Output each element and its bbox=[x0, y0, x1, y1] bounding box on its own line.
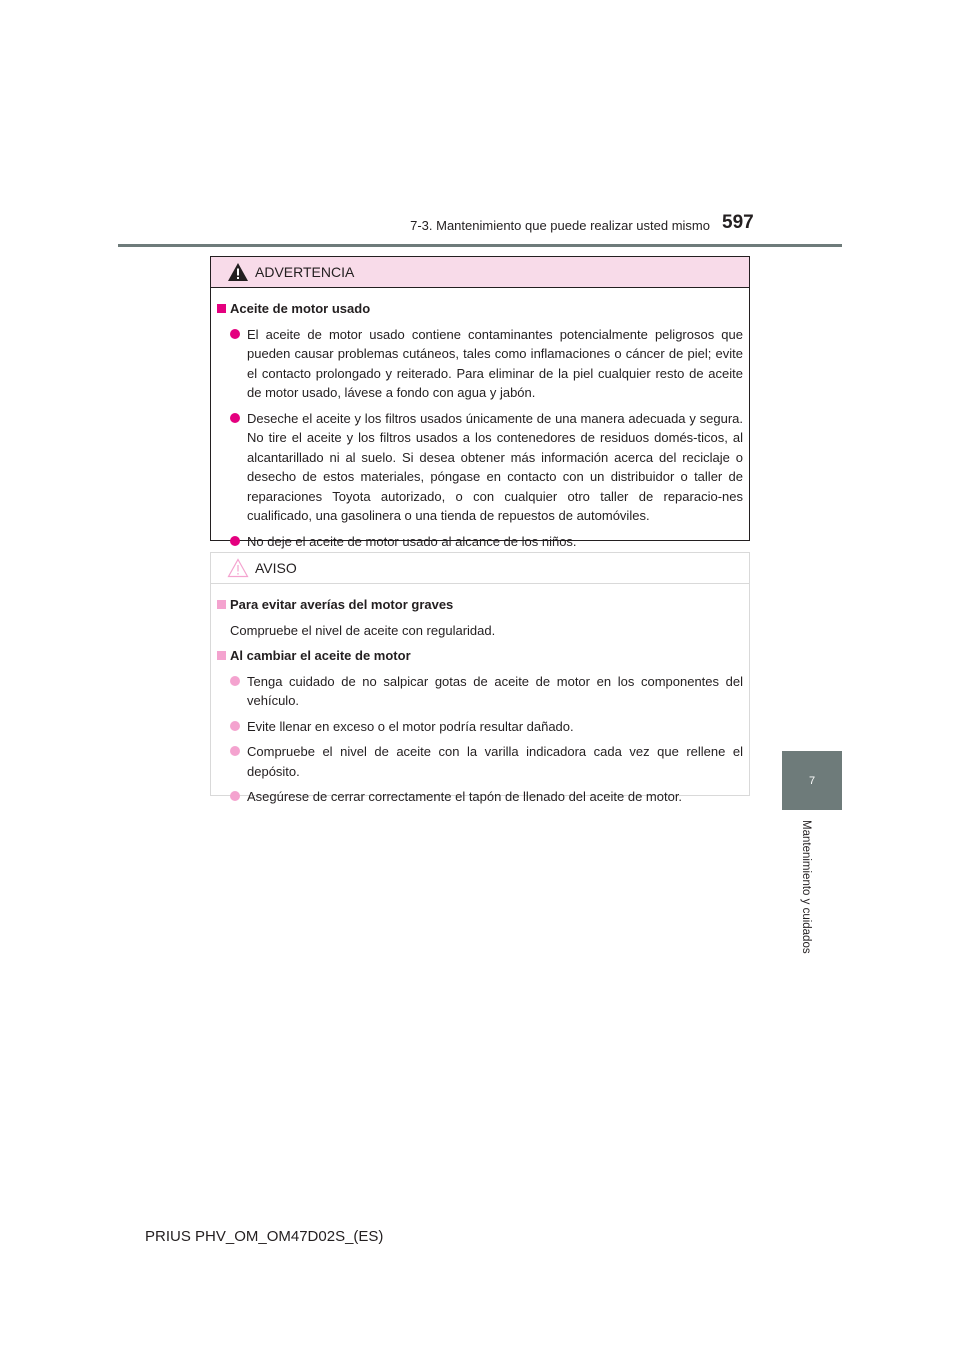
warning-box-body bbox=[211, 288, 749, 551]
notice-section-heading bbox=[217, 595, 743, 615]
notice-section1-title: Para evitar averías del motor graves bbox=[230, 597, 454, 612]
notice-box bbox=[210, 552, 750, 804]
notice-bullet-text: Asegúrese de cerrar correctamente el tapón de llenado del aceite de motor. bbox=[247, 789, 683, 804]
circle-bullet-icon bbox=[230, 676, 240, 686]
circle-bullet-icon bbox=[230, 791, 240, 801]
notice-bullet bbox=[217, 742, 743, 781]
notice-bullet bbox=[217, 717, 743, 737]
warning-bullet bbox=[217, 532, 743, 552]
page-number: 597 bbox=[722, 212, 754, 233]
warning-box bbox=[210, 256, 750, 549]
warning-section-heading bbox=[217, 299, 743, 319]
notice-bullet-text: Tenga cuidado de no salpicar gotas de aceite de motor en los componentes del vehículo. bbox=[247, 673, 743, 708]
notice-box-header bbox=[211, 553, 749, 584]
notice-bullet-text: Compruebe el nivel de aceite con la varilla indicadora cada vez que rellene el depósito. bbox=[247, 744, 743, 779]
warning-bullet-text: El aceite de motor usado contiene contaminantes potencialmente peligrosos que pueden causar problemas cutáneos, tales como inflamaciones o cáncer de piel; evite el contacto prolongado y reiterado. Para eliminar de la piel cualquier resto de aceite de motor usado, lávese a fondo con agua y jabón. bbox=[247, 326, 743, 400]
notice-section1-text: Compruebe el nivel de aceite con regularidad. bbox=[230, 622, 496, 638]
circle-bullet-icon bbox=[230, 746, 240, 756]
notice-section-heading bbox=[217, 646, 743, 666]
warning-box-header bbox=[211, 257, 749, 288]
warning-bullet bbox=[217, 325, 743, 403]
square-bullet-icon bbox=[217, 304, 226, 313]
notice-section2-title: Al cambiar el aceite de motor bbox=[230, 648, 411, 663]
notice-bullet bbox=[217, 672, 743, 711]
warning-section-title: Aceite de motor usado bbox=[230, 301, 371, 316]
notice-bullet-text: Evite llenar en exceso o el motor podría resultar dañado. bbox=[247, 718, 574, 734]
chapter-side-label: Mantenimiento y cuidados bbox=[800, 820, 812, 954]
circle-bullet-icon bbox=[230, 413, 240, 423]
header-rule bbox=[118, 244, 842, 247]
square-bullet-icon bbox=[217, 600, 226, 609]
caution-triangle-icon bbox=[227, 558, 249, 578]
circle-bullet-icon bbox=[230, 329, 240, 339]
circle-bullet-icon bbox=[230, 721, 240, 731]
warning-bullet-text: Deseche el aceite y los filtros usados únicamente de una manera adecuada y segura. No tire el aceite y los filtros usados a los contenedores de residuos domés-ticos, al alcantarillado ni al suelo. Si desea obtener más información acerca del reciclaje o desecho de estos materiales, póngase en contacto con un distribuidor o taller de reparaciones Toyota autorizado, o con cualquier otro taller de reparacio-nes cualificado, una gasolinera o una tienda de repuestos de automóviles. bbox=[247, 410, 743, 523]
warning-bullet-text: No deje el aceite de motor usado al alcance de los niños. bbox=[247, 533, 577, 549]
warning-triangle-icon bbox=[227, 262, 249, 282]
notice-box-title: AVISO bbox=[255, 560, 297, 576]
chapter-number: 7 bbox=[808, 774, 816, 787]
chapter-tab bbox=[782, 751, 842, 810]
notice-box-body bbox=[211, 584, 749, 807]
square-bullet-icon bbox=[217, 651, 226, 660]
document-code: PRIUS PHV_OM_OM47D02S_(ES) bbox=[145, 1228, 384, 1245]
warning-box-title: ADVERTENCIA bbox=[255, 264, 355, 280]
warning-bullet bbox=[217, 409, 743, 526]
circle-bullet-icon bbox=[230, 536, 240, 546]
notice-bullet bbox=[217, 787, 743, 807]
header-section-title: 7-3. Mantenimiento que puede realizar usted mismo bbox=[410, 218, 710, 233]
